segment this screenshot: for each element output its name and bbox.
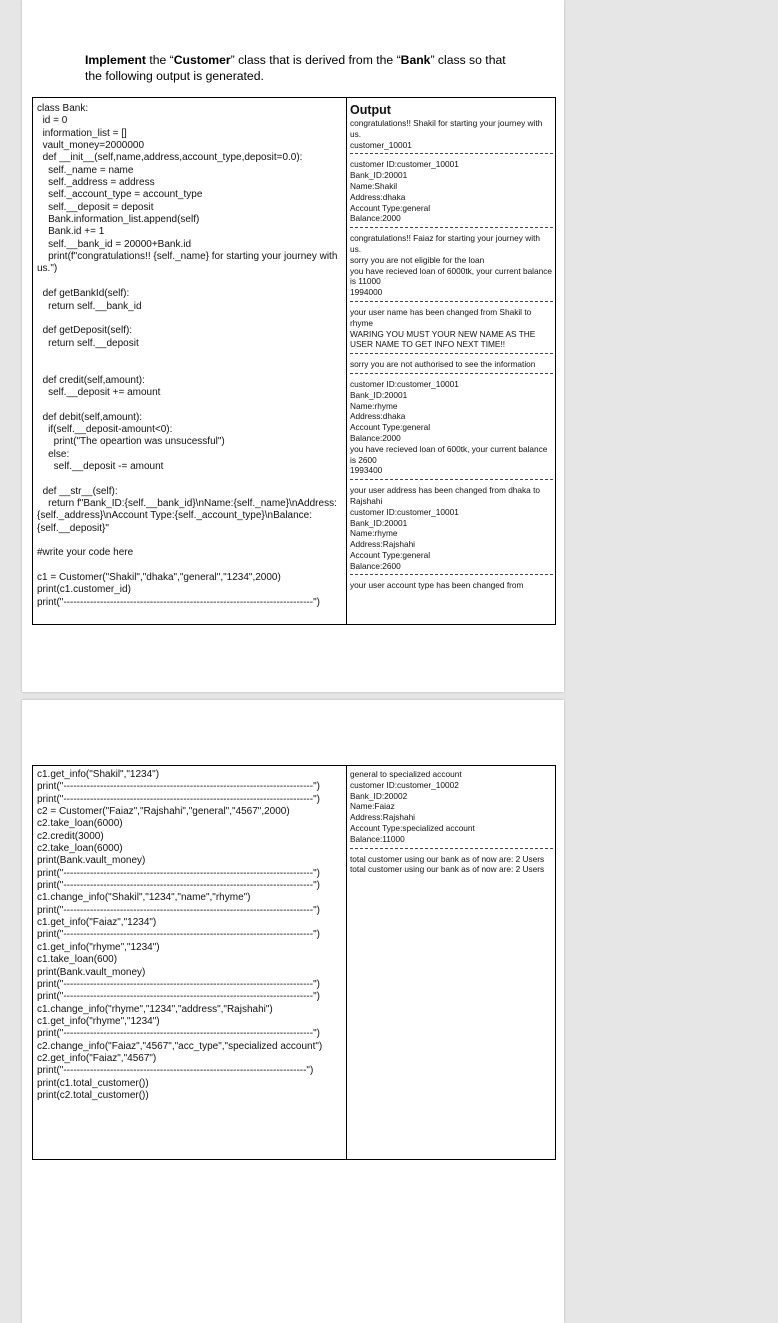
document-page-2 — [22, 700, 564, 1323]
output-column-2 — [350, 769, 553, 875]
output-separator — [350, 301, 553, 302]
code-line: self._name = name — [37, 164, 134, 176]
code-line: information_list = [] — [37, 127, 127, 139]
output-line: sorry you are not eligible for the loan — [350, 254, 485, 265]
code-line: def __init__(self,name,address,account_type,deposit=0.0): — [37, 152, 303, 164]
output-line: WARING YOU MUST YOUR NEW NAME AS THE USER NAME TO GET INFO NEXT TIME!! — [350, 328, 536, 350]
code-line: else: — [37, 448, 70, 460]
output-separator — [350, 373, 553, 374]
output-separator — [350, 574, 553, 575]
output-line: customer_10001 — [350, 139, 412, 150]
code-line — [37, 276, 342, 288]
code-line: #write your code here — [37, 547, 134, 559]
output-line: Name:Shakil — [350, 180, 398, 191]
code-line: if(self.__deposit-amount<0): — [37, 423, 173, 435]
code-line — [37, 535, 342, 547]
code-line: print("---------------------------------------------------------------------------") — [37, 978, 320, 990]
code-line: self.__deposit -= amount — [37, 460, 164, 472]
output-line: Name:rhyme — [350, 400, 398, 411]
code-line: return self.__bank_id — [37, 300, 142, 312]
code-line: print("-------------------------------------------------------------------------") — [37, 1065, 314, 1077]
output-line: Address:Rajshahi — [350, 812, 416, 823]
code-line: id = 0 — [37, 115, 68, 127]
output-line: Account Type:specialized account — [350, 822, 475, 833]
output-line: Balance:11000 — [350, 833, 405, 844]
code-line: print(Bank.vault_money) — [37, 855, 146, 867]
code-line: c2.get_info("Faiaz","4567") — [37, 1052, 157, 1064]
code-line — [37, 362, 342, 374]
code-line: c2.take_loan(6000) — [37, 818, 123, 830]
output-line: customer ID:customer_10001 — [350, 159, 459, 170]
output-separator — [350, 353, 553, 354]
column-divider — [346, 766, 347, 1159]
output-line: Account Type:general — [350, 202, 431, 213]
code-line: def debit(self,amount): — [37, 411, 143, 423]
output-line: 1993400 — [350, 465, 383, 476]
code-line: c2.credit(3000) — [37, 830, 104, 842]
output-line: you have recieved loan of 600tk, your current balance is 2600 — [350, 443, 548, 465]
output-line: total customer using our bank as of now are: 2 Users — [350, 864, 545, 875]
output-line: Bank_ID:20001 — [350, 517, 408, 528]
code-line: def credit(self,amount): — [37, 374, 145, 386]
code-line: c1.take_loan(600) — [37, 954, 118, 966]
output-column-1 — [350, 103, 553, 591]
code-line: Bank.id += 1 — [37, 226, 105, 238]
output-line: Account Type:general — [350, 549, 431, 560]
output-separator — [350, 848, 553, 849]
code-line: print(c2.total_customer()) — [37, 1089, 149, 1101]
heading-bold-customer: Customer — [173, 53, 231, 67]
document-page-1 — [22, 0, 564, 692]
code-line: c1.change_info("Shakil","1234","name","rhyme") — [37, 892, 251, 904]
code-line: self._account_type = account_type — [37, 189, 203, 201]
code-line — [37, 350, 342, 362]
heading-bold-implement: Implement — [85, 53, 146, 67]
output-line: your user name has been changed from Shakil to rhyme — [350, 306, 532, 328]
code-line: print("---------------------------------------------------------------------------") — [37, 929, 320, 941]
heading-text-3: ” class so that the following output is generated. — [85, 53, 506, 83]
code-line — [37, 560, 342, 572]
output-separator — [350, 153, 553, 154]
output-separator — [350, 227, 553, 228]
output-line: total customer using our bank as of now are: 2 Users — [350, 853, 545, 864]
code-line: print(c1.total_customer()) — [37, 1077, 149, 1089]
code-line: c1.get_info("rhyme","1234") — [37, 1015, 160, 1027]
output-line: congratulations!! Shakil for starting your journey with us. — [350, 118, 543, 139]
output-line: Name:Faiaz — [350, 801, 395, 812]
output-line: your user address has been changed from dhaka to Rajshahi — [350, 485, 541, 506]
code-line: def getDeposit(self): — [37, 325, 133, 337]
output-line: general to specialized account — [350, 769, 462, 779]
output-title: Output — [350, 103, 391, 117]
code-line: c2.take_loan(6000) — [37, 843, 123, 855]
code-line — [37, 399, 342, 411]
code-line: print(Bank.vault_money) — [37, 966, 146, 978]
code-line: print("---------------------------------------------------------------------------") — [37, 793, 320, 805]
output-line: Balance:2600 — [350, 560, 401, 571]
code-line: print(c1.customer_id) — [37, 584, 131, 596]
code-line — [37, 473, 342, 485]
code-line: c1.get_info("Shakil","1234") — [37, 769, 160, 780]
code-line: print("---------------------------------------------------------------------------") — [37, 596, 320, 608]
code-line: print("---------------------------------------------------------------------------") — [37, 781, 320, 793]
output-line: you have recieved loan of 6000tk, your current balance is 11000 — [350, 265, 553, 287]
code-line: vault_money=2000000 — [37, 140, 145, 152]
output-line: Bank_ID:20002 — [350, 790, 408, 801]
code-line: Bank.information_list.append(self) — [37, 214, 200, 226]
output-line: Name:rhyme — [350, 528, 398, 539]
task-heading — [85, 52, 515, 84]
output-line: Bank_ID:20001 — [350, 389, 408, 400]
code-line: self.__deposit = deposit — [37, 201, 154, 213]
code-line: print("The opeartion was unsucessful") — [37, 436, 225, 448]
output-line: Address:dhaka — [350, 191, 406, 202]
code-line: return self.__deposit — [37, 337, 139, 349]
code-line: print("---------------------------------------------------------------------------") — [37, 880, 320, 892]
code-line: def __str__(self): — [37, 485, 118, 497]
code-line: def getBankId(self): — [37, 288, 130, 300]
code-line: self._address = address — [37, 177, 155, 189]
output-line: customer ID:customer_10001 — [350, 506, 459, 517]
code-line: c2 = Customer("Faiaz","Rajshahi","general","4567",2000) — [37, 806, 290, 818]
code-output-table-2 — [32, 765, 556, 1160]
output-line: Address:dhaka — [350, 411, 406, 422]
code-line: self.__deposit += amount — [37, 386, 161, 398]
code-line: print("---------------------------------------------------------------------------") — [37, 991, 320, 1003]
output-line: customer ID:customer_10002 — [350, 779, 459, 790]
code-line: self.__bank_id = 20000+Bank.id — [37, 238, 192, 250]
heading-text-1: the “ — [145, 53, 174, 67]
output-line: Address:Rajshahi — [350, 539, 416, 550]
output-line: congratulations!! Faiaz for starting your journey with us. — [350, 233, 540, 254]
code-line: c1.get_info("rhyme","1234") — [37, 941, 160, 953]
code-line: return f"Bank_ID:{self.__bank_id}\nName:{self._name}\nAddress:{self._address}\nAccount Type:{self._account_type}\nBalance:{self.__deposit}" — [37, 498, 337, 534]
code-line: c1.change_info("rhyme","1234","address","Rajshahi") — [37, 1003, 273, 1015]
output-line: sorry you are not authorised to see the information — [350, 359, 536, 370]
code-line: class Bank: — [37, 103, 89, 114]
code-column-2 — [37, 769, 342, 1102]
code-line: c1 = Customer("Shakil","dhaka","general","1234",2000) — [37, 572, 281, 584]
output-line: Balance:2000 — [350, 432, 401, 443]
output-line: Account Type:general — [350, 422, 431, 433]
output-line: your user account type has been changed from — [350, 580, 524, 591]
output-line: Bank_ID:20001 — [350, 170, 408, 181]
output-line: 1994000 — [350, 287, 383, 298]
code-line: print("---------------------------------------------------------------------------") — [37, 867, 320, 879]
code-output-table-1 — [32, 97, 556, 625]
output-line: customer ID:customer_10001 — [350, 378, 459, 389]
code-line — [37, 313, 342, 325]
code-line: print("---------------------------------------------------------------------------") — [37, 904, 320, 916]
code-line: c2.change_info("Faiaz","4567","acc_type","specialized account") — [37, 1040, 323, 1052]
output-separator — [350, 479, 553, 480]
column-divider — [346, 98, 347, 624]
heading-bold-bank: Bank — [400, 53, 431, 67]
heading-text-2: ” class that is derived from the “ — [230, 53, 401, 67]
code-line: print("---------------------------------------------------------------------------") — [37, 1028, 320, 1040]
code-line: c1.get_info("Faiaz","1234") — [37, 917, 157, 929]
code-line: print(f"congratulations!! {self._name} for starting your journey with us.") — [37, 251, 341, 275]
code-column-1 — [37, 103, 342, 609]
output-line: Balance:2000 — [350, 213, 401, 224]
